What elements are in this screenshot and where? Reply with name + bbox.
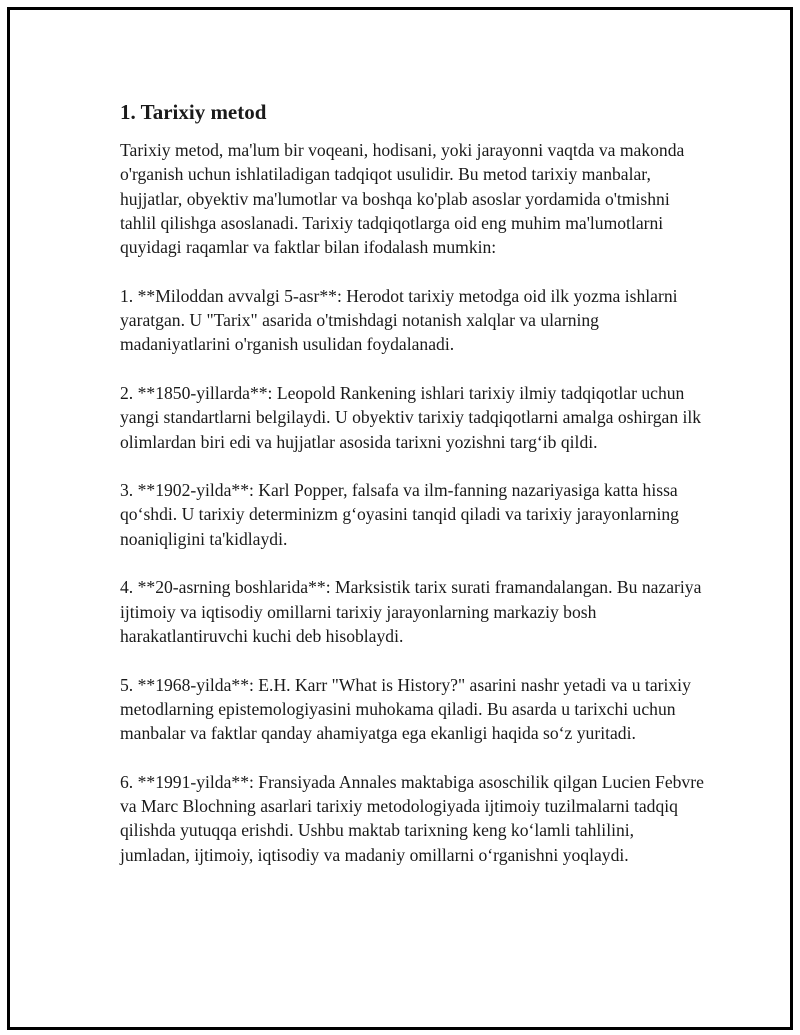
section-heading: 1. Tarixiy metod bbox=[120, 100, 267, 124]
list-item: 3. **1902-yilda**: Karl Popper, falsafa va ilm-fanning nazariyasiga katta hissa qo‘shdi. U tarixiy determinizm g‘oyasini tanqid qiladi va tarixiy jarayonlarning noaniqligini ta'kidlaydi. bbox=[120, 480, 679, 549]
intro-paragraph: Tarixiy metod, ma'lum bir voqeani, hodisani, yoki jarayonni vaqtda va makonda o'rganish uchun ishlatiladigan tadqiqot usulidir. Bu metod tarixiy manbalar, hujjatlar, obyektiv ma'lumotlar va boshqa ko'plab asoslar yordamida o'tmishni tahlil qilishga asoslanadi. Tarixiy tadqiqotlarga oid eng muhim ma'lumotlarni quyidagi raqamlar va faktlar bilan ifodalash mumkin: bbox=[120, 140, 685, 258]
list-item: 5. **1968-yilda**: E.H. Karr "What is History?" asarini nashr yetadi va u tarixiy metodlarning epistemologiyasini muhokama qiladi. Bu asarda u tarixchi uchun manbalar va faktlar qanday ahamiyatga ega ekanligi haqida so‘z yuritadi. bbox=[120, 674, 691, 744]
list-item: 4. **20-asrning boshlarida**: Marksistik tarix surati framandalangan. Bu nazariya ijtimoiy va iqtisodiy omillarni tarixiy jarayonlarning markaziy bosh harakatlantiruvchi kuchi deb hisoblaydi. bbox=[120, 577, 702, 646]
list-item: 1. **Miloddan avvalgi 5-asr**: Herodot tarixiy metodga oid ilk yozma ishlarni yaratgan. U "Tarix" asarida o'tmishdagi notanish xalqlar va ularning madaniyatlarini o'rganish usulidan foydalanadi. bbox=[120, 285, 678, 355]
page-frame bbox=[7, 7, 793, 1030]
list-item: 6. **1991-yilda**: Fransiyada Annales maktabiga asoschilik qilgan Lucien Febvre va Marc Blochning asarlari tarixiy metodologiyada ijtimoiy tuzilmalarni tadqiq qilishda yutuqqa erishdi. Ushbu maktab tarixning keng ko‘lamli tahlilini, jumladan, ijtimoiy, iqtisodiy va madaniy omillarni o‘rganishni yoqlaydi. bbox=[120, 771, 704, 865]
document-body bbox=[120, 98, 705, 891]
list-item: 2. **1850-yillarda**: Leopold Rankening ishlari tarixiy ilmiy tadqiqotlar uchun yangi standartlarni belgilaydi. U obyektiv tarixiy tadqiqotlarni amalga oshirgan ilk olimlardan biri edi va hujjatlar asosida tarixni yozishni targ‘ib qildi. bbox=[120, 382, 702, 452]
